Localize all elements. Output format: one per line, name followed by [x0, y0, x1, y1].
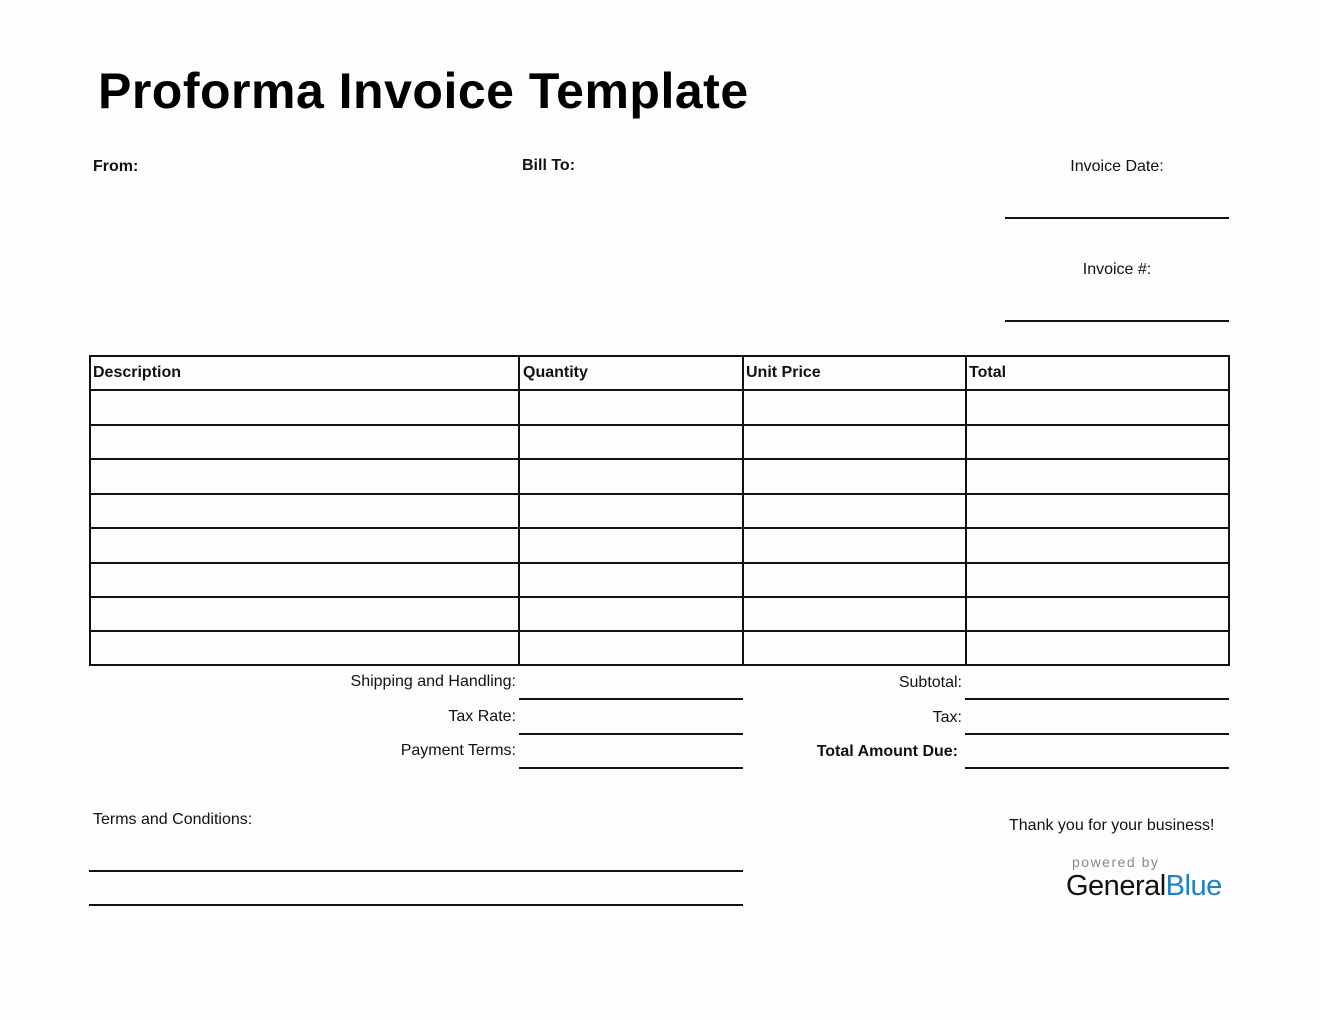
subtotal-underline: [965, 698, 1229, 700]
table-cell-quantity[interactable]: [520, 460, 742, 493]
subtotal-field[interactable]: [965, 668, 1229, 698]
shipping-handling-field[interactable]: [519, 668, 743, 698]
table-cell-quantity[interactable]: [520, 598, 742, 630]
table-cell-total[interactable]: [967, 391, 1228, 424]
table-cell-unit-price[interactable]: [744, 495, 965, 527]
table-cell-description[interactable]: [91, 495, 518, 527]
tax-underline: [965, 733, 1229, 735]
bill-to-field[interactable]: [522, 185, 942, 325]
column-header-description: Description: [93, 364, 182, 381]
table-cell-total[interactable]: [967, 460, 1228, 493]
total-amount-due-field[interactable]: [965, 737, 1229, 767]
tax-label: Tax:: [932, 709, 962, 726]
table-cell-quantity[interactable]: [520, 495, 742, 527]
table-cell-total[interactable]: [967, 598, 1228, 630]
table-cell-quantity[interactable]: [520, 564, 742, 596]
powered-by-text: powered by: [1072, 854, 1160, 870]
table-cell-unit-price[interactable]: [744, 391, 965, 424]
table-cell-quantity[interactable]: [520, 391, 742, 424]
total-amount-due-label: Total Amount Due:: [816, 743, 958, 760]
table-cell-description[interactable]: [91, 426, 518, 458]
tax-field[interactable]: [965, 703, 1229, 733]
terms-underline-1: [89, 870, 743, 872]
payment-terms-field[interactable]: [519, 737, 743, 767]
invoice-date-label: Invoice Date:: [1070, 158, 1164, 175]
tax-rate-field[interactable]: [519, 703, 743, 733]
generalblue-logo: [1066, 870, 1222, 903]
payment-terms-underline: [519, 767, 743, 769]
logo-text-general: General: [1066, 870, 1166, 902]
table-cell-unit-price[interactable]: [744, 460, 965, 493]
table-cell-total[interactable]: [967, 564, 1228, 596]
table-cell-quantity[interactable]: [520, 632, 742, 664]
bill-to-label: Bill To:: [522, 157, 576, 174]
thank-you-note: Thank you for your business!: [1009, 817, 1215, 834]
column-header-unit-price: Unit Price: [746, 364, 821, 381]
table-cell-unit-price[interactable]: [744, 564, 965, 596]
table-cell-total[interactable]: [967, 529, 1228, 562]
terms-conditions-label: Terms and Conditions:: [93, 811, 253, 828]
shipping-handling-label: Shipping and Handling:: [350, 673, 516, 690]
payment-terms-label: Payment Terms:: [400, 742, 516, 759]
table-cell-unit-price[interactable]: [744, 426, 965, 458]
logo-text-blue: Blue: [1165, 870, 1222, 902]
table-cell-unit-price[interactable]: [744, 598, 965, 630]
from-field[interactable]: [93, 185, 493, 325]
invoice-number-underline: [1005, 320, 1229, 322]
table-cell-description[interactable]: [91, 632, 518, 664]
table-cell-unit-price[interactable]: [744, 632, 965, 664]
invoice-number-field[interactable]: [1005, 288, 1229, 320]
table-cell-description[interactable]: [91, 564, 518, 596]
shipping-handling-underline: [519, 698, 743, 700]
column-header-total: Total: [969, 364, 1007, 381]
invoice-date-field[interactable]: [1005, 185, 1229, 217]
tax-rate-label: Tax Rate:: [448, 708, 516, 725]
table-cell-total[interactable]: [967, 495, 1228, 527]
from-label: From:: [93, 158, 139, 175]
column-header-quantity: Quantity: [523, 364, 588, 381]
invoice-date-underline: [1005, 217, 1229, 219]
table-border-top: [89, 355, 1230, 357]
subtotal-label: Subtotal:: [898, 674, 962, 691]
table-cell-description[interactable]: [91, 391, 518, 424]
tax-rate-underline: [519, 733, 743, 735]
table-border-bottom: [89, 664, 1230, 666]
total-amount-due-underline: [965, 767, 1229, 769]
table-cell-total[interactable]: [967, 632, 1228, 664]
table-cell-description[interactable]: [91, 529, 518, 562]
table-cell-description[interactable]: [91, 460, 518, 493]
table-cell-description[interactable]: [91, 598, 518, 630]
table-border-right: [1228, 355, 1230, 666]
table-cell-total[interactable]: [967, 426, 1228, 458]
table-cell-quantity[interactable]: [520, 426, 742, 458]
page-title: Proforma Invoice Template: [98, 63, 749, 119]
table-cell-unit-price[interactable]: [744, 529, 965, 562]
invoice-number-label: Invoice #:: [1082, 261, 1152, 278]
table-cell-quantity[interactable]: [520, 529, 742, 562]
terms-underline-2: [89, 904, 743, 906]
